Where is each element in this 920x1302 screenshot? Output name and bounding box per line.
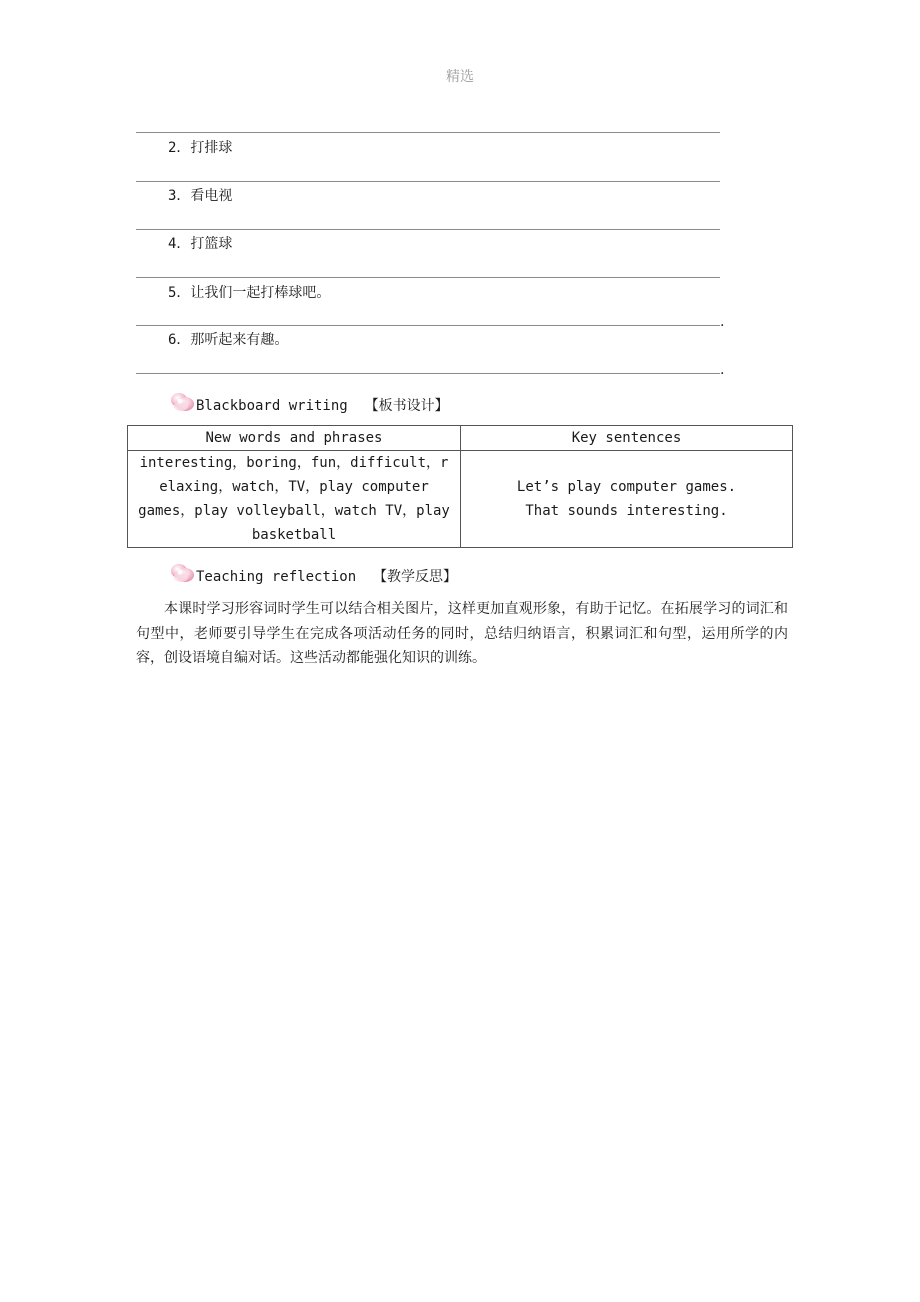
- exercise-item: 6．那听起来有趣。: [168, 332, 289, 348]
- exercise-item: 3．看电视: [168, 188, 233, 204]
- flower-icon: [168, 559, 196, 587]
- line-end-period: .: [720, 362, 725, 378]
- blackboard-title: Blackboard writing 【板书设计】: [196, 398, 449, 414]
- exercise-item: 2．打排球: [168, 140, 233, 156]
- answer-line: [136, 229, 720, 230]
- answer-line: [136, 277, 720, 278]
- reflection-paragraph: 本课时学习形容词时学生可以结合相关图片，这样更加直观形象，有助于记忆。在拓展学习的词汇和句型中，老师要引导学生在完成各项活动任务的同时，总结归纳语言，积累词汇和句型，运用所学的内容，创设语境自编对话。这些活动都能强化知识的训练。: [136, 601, 788, 666]
- exercise-item: 4．打篮球: [168, 236, 233, 252]
- answer-line: [136, 373, 720, 374]
- blackboard-heading: [168, 384, 449, 416]
- exercise-item: 5．让我们一起打棒球吧。: [168, 285, 331, 301]
- reflection-heading: [168, 555, 457, 587]
- page-header-mark: 精选: [446, 69, 474, 85]
- words-line: interesting，boring，fun，difficult，r: [139, 455, 449, 471]
- words-line: games，play volleyball，watch TV，play: [138, 503, 450, 519]
- flower-icon: [168, 388, 196, 416]
- table-header-row: [128, 426, 793, 451]
- sentence-line: Let’s play computer games.: [516, 479, 737, 495]
- blackboard-table: [127, 425, 793, 548]
- words-cell: [128, 451, 461, 548]
- header-sentences: Key sentences: [461, 426, 793, 451]
- answer-line: [136, 132, 720, 133]
- reflection-title: Teaching reflection 【教学反思】: [196, 569, 458, 585]
- sentence-line: That sounds interesting.: [525, 503, 728, 519]
- sentences-cell: [461, 451, 793, 548]
- words-line: basketball: [251, 527, 337, 543]
- table-row: [128, 451, 793, 548]
- answer-line: [136, 181, 720, 182]
- answer-line: [136, 325, 720, 326]
- line-end-period: .: [720, 314, 725, 330]
- header-words: New words and phrases: [128, 426, 461, 451]
- words-line: elaxing，watch，TV，play computer: [159, 479, 429, 495]
